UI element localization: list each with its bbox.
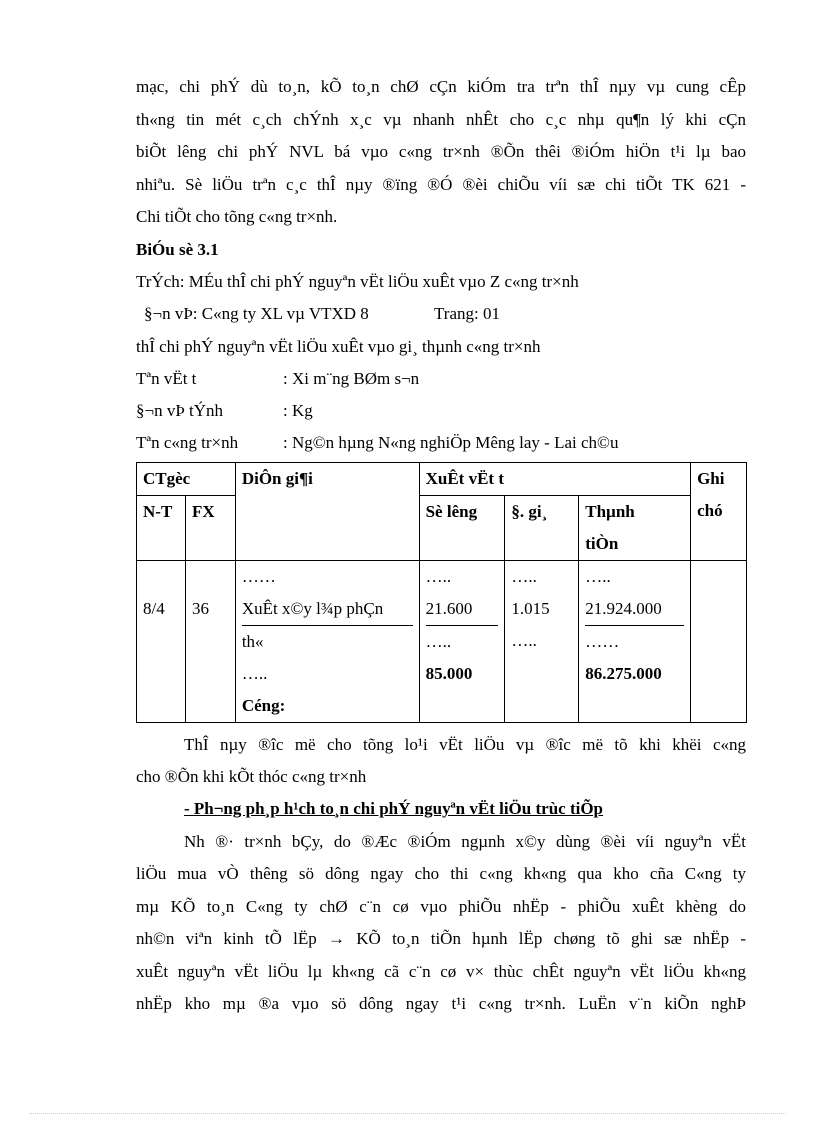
material-cost-table: [136, 462, 747, 723]
field-value-material: : Xi m¨ng BØm s¬n: [283, 369, 420, 388]
paragraph3-line: mµ KÕ to¸n C«ng ty chØ c¨n cø vµo phiÕu nhËp - phiÕu xuÊt khèng do: [136, 897, 746, 916]
field-value-unit: : Kg: [283, 401, 313, 420]
paragraph2-line2: cho ®Õn khi kÕt thóc c«ng tr×nh: [136, 767, 367, 786]
field-label-unit: §¬n vÞ tÝnh: [136, 401, 224, 420]
header-dongia: §. gi¸: [505, 496, 579, 561]
field-label-project: Tªn c«ng tr×nh: [136, 433, 239, 452]
cell-thanhtien: ….. 21.924.000 …… 86.275.000: [579, 561, 691, 723]
figure-label: BiÓu sè 3.1: [136, 240, 219, 259]
field-value-project: : Ng©n hµng N«ng nghiÖp Mêng lay - Lai ch©u: [283, 433, 619, 452]
paragraph3-line: nh©n viªn kinh tÕ lËp → KÕ to¸n tiÕn hµnh lËp chøng tõ ghi sæ nhËp -: [136, 929, 746, 948]
paragraph-line: mạc, chi phÝ dù to¸n, kÕ to¸n chØ cÇn kiÓm tra trªn thÎ nµy vµ cung cÊp: [136, 77, 746, 96]
paragraph-line: th«ng tin mét c¸ch chÝnh x¸c vµ nhanh nhÊt cho c¸c nhµ qu¶n lý khi cÇn: [136, 110, 746, 129]
cell-nt: 8/4: [137, 561, 186, 723]
section-heading: - Ph¬ng ph¸p h¹ch to¸n chi phÝ nguyªn vËt liÖu trùc tiÕp: [184, 799, 604, 818]
cell-soluong: ….. 21.600 ….. 85.000: [419, 561, 505, 723]
paragraph-line: nhiªu. Sè liÖu trªn c¸c thÎ nµy ®ïng ®Ó ®èi chiÕu víi sæ chi tiÕt TK 621 -: [136, 175, 746, 194]
header-soluong: Sè lêng: [419, 496, 505, 561]
paragraph-line: biÕt lêng chi phÝ NVL bá vµo c«ng tr×nh ®Õn thêi ®iÓm hiÖn t¹i lµ bao: [136, 142, 746, 161]
unit-name: §¬n vÞ: C«ng ty XL vµ VTXD 8: [144, 304, 369, 323]
header-nt: N-T: [137, 496, 186, 561]
field-label-material: Tªn vËt t: [136, 369, 197, 388]
cell-dongia: ….. 1.015 …..: [505, 561, 579, 723]
page-bottom-divider: [30, 1113, 786, 1114]
cell-ghichu: [691, 561, 747, 723]
cell-fx: 36: [185, 561, 235, 723]
page-number: Trang: 01: [434, 304, 500, 323]
header-ctgoc: CTgèc: [137, 463, 236, 496]
header-ghichu: Ghi chó: [691, 463, 747, 561]
paragraph3-line: Nh ®· tr×nh bÇy, do ®Æc ®iÓm ngµnh x©y dùng ®èi víi nguyªn vËt: [184, 832, 746, 851]
card-title: thÎ chi phÝ nguyªn vËt liÖu xuÊt vµo gi¸ thµnh c«ng tr×nh: [136, 337, 541, 356]
cell-diengiai: …… XuÊt x©y l¾p phÇn th« ….. Céng:: [235, 561, 419, 723]
excerpt-title: TrÝch: MÉu thÎ chi phÝ nguyªn vËt liÖu xuÊt vµo Z c«ng tr×nh: [136, 272, 579, 291]
paragraph-last-line: Chi tiÕt cho tõng c«ng tr×nh.: [136, 207, 338, 226]
paragraph3-line: liÖu mua vÒ thêng sö dông ngay cho thi c«ng kh«ng qua kho cña C«ng ty: [136, 864, 746, 883]
paragraph3-line: nhËp kho mµ ®a vµo sö dông ngay t¹i c«ng tr×nh. LuËn v¨n kiÕn nghÞ: [136, 994, 746, 1013]
paragraph3-line: xuÊt nguyªn vËt liÖu lµ kh«ng cã c¨n cø v× thùc chÊt nguyªn vËt liÖu kh«ng: [136, 962, 746, 981]
header-diengiai: DiÔn gi¶i: [235, 463, 419, 561]
header-xuatvattu: XuÊt vËt t: [419, 463, 690, 496]
header-thanhtien: Thµnh tiÒn: [579, 496, 691, 561]
header-fx: FX: [185, 496, 235, 561]
paragraph2-line1: ThÎ nµy ®îc më cho tõng lo¹i vËt liÖu vµ ®îc më tõ khi khëi c«ng: [184, 735, 746, 754]
